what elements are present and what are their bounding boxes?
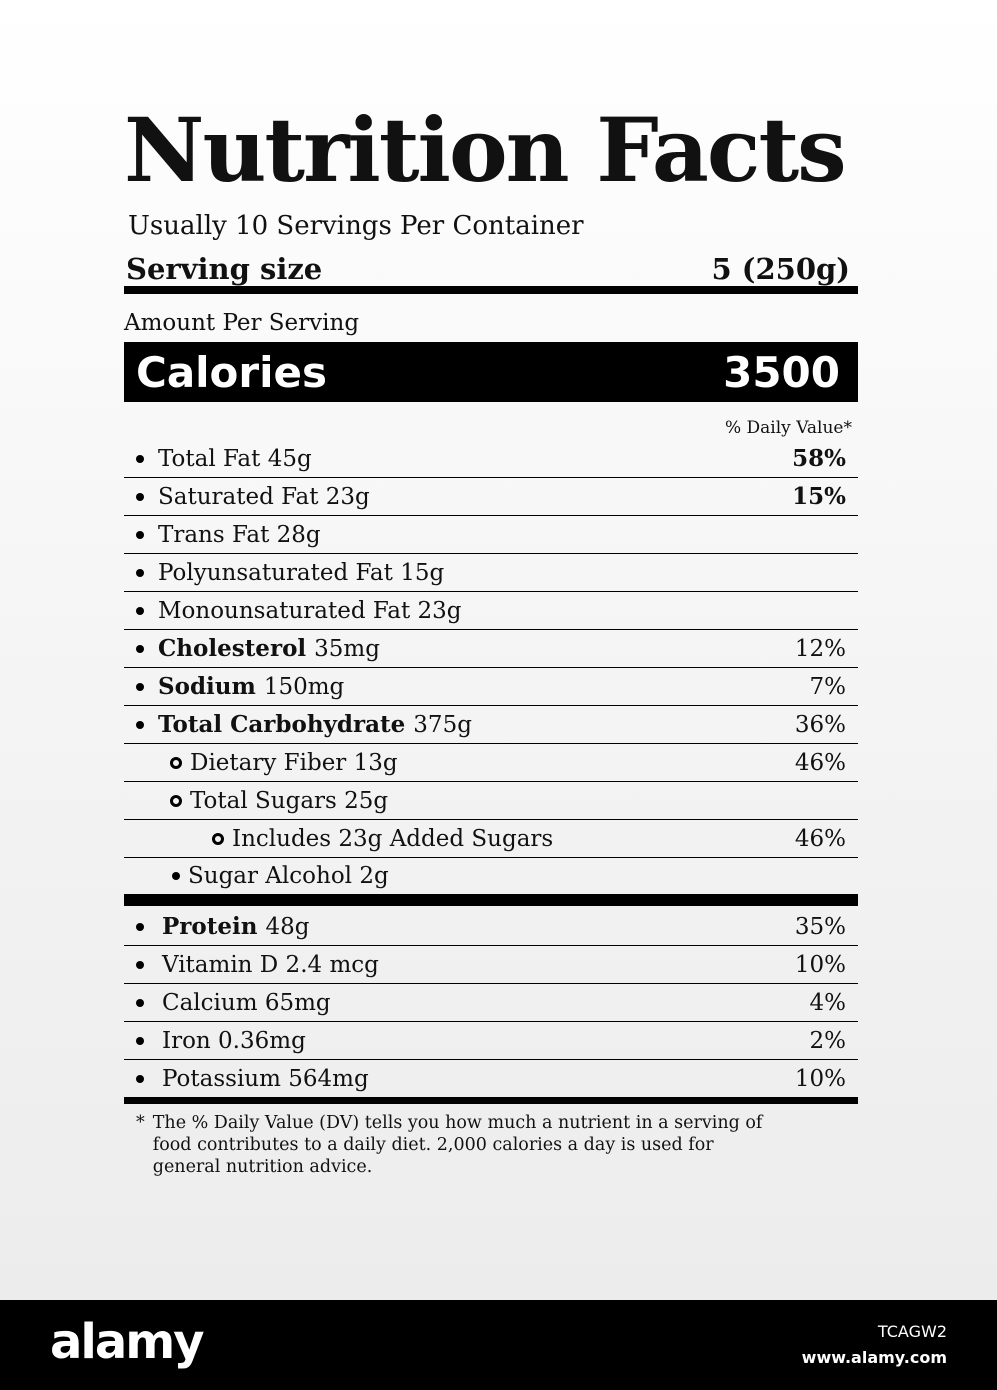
- nutrient-row-protein: [124, 908, 858, 946]
- nutrient-rows: [124, 440, 858, 906]
- bullet-icon: [136, 569, 144, 577]
- nutrient-daily-value: 4%: [809, 989, 846, 1016]
- nutrient-row-total-sugars: [124, 782, 858, 820]
- nutrient-amount: Saturated Fat 23g: [158, 483, 370, 510]
- calories-bar: [124, 342, 858, 402]
- label-title: Nutrition Facts: [124, 98, 845, 202]
- nutrient-daily-value: 46%: [794, 749, 846, 776]
- nutrient-amount: Includes 23g Added Sugars: [232, 825, 554, 852]
- bullet-icon: [136, 923, 144, 931]
- watermark-footer: [0, 1300, 997, 1390]
- bullet-icon: [136, 607, 144, 615]
- vitamin-rows: [124, 908, 858, 1104]
- nutrient-row-calcium: [124, 984, 858, 1022]
- bullet-icon: [136, 1075, 144, 1083]
- ring-bullet-icon: [212, 833, 224, 845]
- nutrient-row-sodium: [124, 668, 858, 706]
- nutrient-row-dietary-fiber: [124, 744, 858, 782]
- nutrient-amount: Dietary Fiber 13g: [190, 749, 398, 776]
- nutrient-amount: Potassium 564mg: [162, 1065, 369, 1092]
- nutrient-name: Total Carbohydrate: [158, 711, 406, 738]
- bullet-icon: [136, 531, 144, 539]
- nutrient-row-vitamin-d: [124, 946, 858, 984]
- nutrient-row-monounsaturated-fat: [124, 592, 858, 630]
- nutrient-row-sugar-alcohol: [124, 858, 858, 894]
- nutrient-row-cholesterol: [124, 630, 858, 668]
- calories-label: Calories: [136, 347, 328, 397]
- nutrient-daily-value: 46%: [794, 825, 846, 852]
- nutrient-amount: 35mg: [314, 635, 380, 662]
- nutrient-amount: Polyunsaturated Fat 15g: [158, 559, 445, 586]
- serving-size-row: [124, 244, 858, 294]
- site-url: www.alamy.com: [801, 1348, 947, 1367]
- calories-value: 3500: [723, 347, 840, 397]
- nutrient-amount: Monounsaturated Fat 23g: [158, 597, 462, 624]
- nutrient-daily-value: 36%: [794, 711, 846, 738]
- bullet-icon: [136, 961, 144, 969]
- ring-bullet-icon: [170, 795, 182, 807]
- bullet-icon: [136, 683, 144, 691]
- nutrient-daily-value: 15%: [792, 483, 846, 510]
- nutrient-row-total-carbohydrate: [124, 706, 858, 744]
- serving-size-label: Serving size: [126, 252, 323, 286]
- nutrient-row-potassium: [124, 1060, 858, 1097]
- bullet-icon: [172, 872, 180, 880]
- nutrient-amount: Sugar Alcohol 2g: [188, 863, 389, 889]
- nutrient-daily-value: 10%: [794, 951, 846, 978]
- bullet-icon: [136, 645, 144, 653]
- nutrient-name: Cholesterol: [158, 635, 307, 662]
- nutrient-amount: Vitamin D 2.4 mcg: [162, 951, 379, 978]
- bullet-icon: [136, 1037, 144, 1045]
- nutrient-row-trans-fat: [124, 516, 858, 554]
- bullet-icon: [136, 493, 144, 501]
- nutrient-daily-value: 7%: [809, 673, 846, 700]
- serving-size-value: 5 (250g): [711, 252, 850, 286]
- footnote: [124, 1112, 786, 1178]
- bullet-icon: [136, 455, 144, 463]
- nutrient-amount: Total Sugars 25g: [190, 787, 389, 814]
- nutrient-amount: 375g: [413, 711, 472, 738]
- nutrient-daily-value: 10%: [794, 1065, 846, 1092]
- bullet-icon: [136, 999, 144, 1007]
- footnote-text: The % Daily Value (DV) tells you how much a nutrient in a serving of food contributes to a daily diet. 2,000 calories a day is used for general nutrition advice.: [152, 1113, 763, 1177]
- footnote-star: *: [136, 1113, 145, 1133]
- nutrient-row-saturated-fat: [124, 478, 858, 516]
- nutrient-daily-value: 35%: [794, 913, 846, 940]
- amount-per-serving: Amount Per Serving: [124, 310, 360, 336]
- nutrient-daily-value: 12%: [794, 635, 846, 662]
- nutrient-name: Protein: [162, 913, 258, 940]
- nutrient-daily-value: 58%: [792, 445, 846, 472]
- nutrient-amount: Iron 0.36mg: [162, 1027, 306, 1054]
- nutrient-row-added-sugars: [124, 820, 858, 858]
- daily-value-header: % Daily Value*: [724, 418, 852, 438]
- nutrient-row-total-fat: [124, 440, 858, 478]
- image-code: TCAGW2: [877, 1322, 947, 1341]
- nutrient-amount: 48g: [265, 913, 310, 940]
- servings-per-container: Usually 10 Servings Per Container: [128, 211, 584, 241]
- nutrient-amount: Total Fat 45g: [158, 445, 312, 472]
- nutrient-amount: Trans Fat 28g: [158, 521, 321, 548]
- brand-logo: alamy: [50, 1314, 203, 1370]
- nutrition-label: [124, 100, 858, 1178]
- nutrient-amount: 150mg: [263, 673, 345, 700]
- ring-bullet-icon: [170, 757, 182, 769]
- nutrient-name: Sodium: [158, 673, 256, 700]
- nutrient-row-iron: [124, 1022, 858, 1060]
- bullet-icon: [136, 721, 144, 729]
- nutrient-daily-value: 2%: [809, 1027, 846, 1054]
- nutrient-row-polyunsaturated-fat: [124, 554, 858, 592]
- nutrient-amount: Calcium 65mg: [162, 989, 331, 1016]
